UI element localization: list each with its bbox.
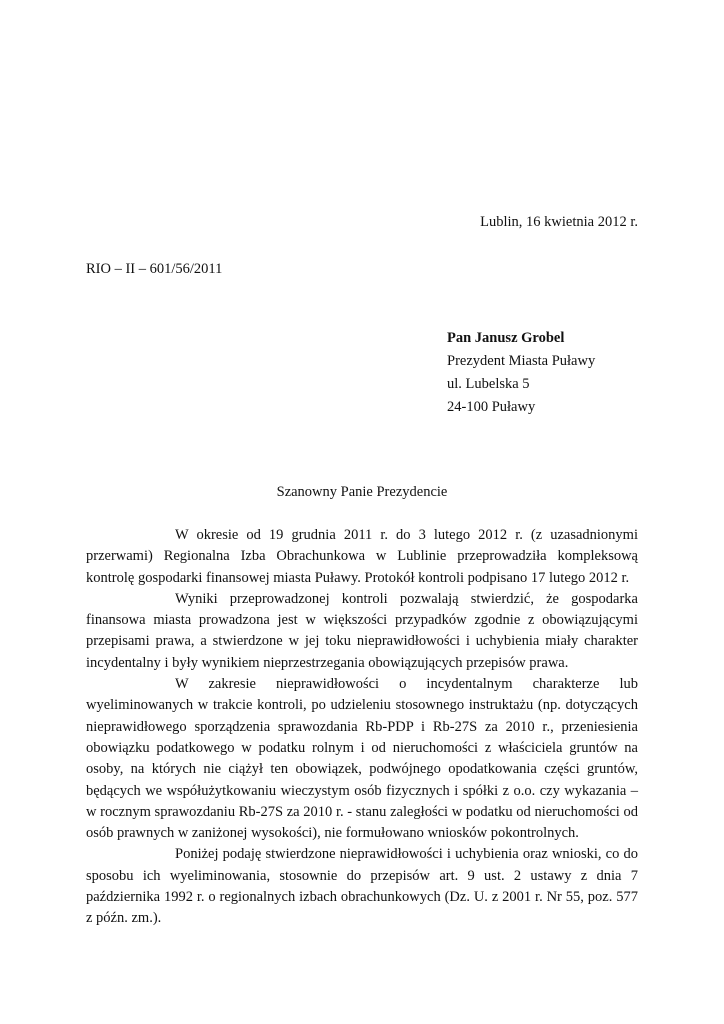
body-paragraph: Wyniki przeprowadzonej kontroli pozwalają stwierdzić, że gospodarka finansowa miasta prowadzona jest w większości przypadków zgodnie z obowiązującymi przepisami prawa, a stwierdzone w jej toku nieprawidłowości i uchybienia miały charakter incydentalny i były wynikiem nieprzestrzegania obowiązujących przepisów prawa. (86, 590, 638, 671)
date-line: Lublin, 16 kwietnia 2012 r. (480, 214, 638, 230)
recipient-title: Prezydent Miasta Puławy (447, 353, 596, 369)
reference-number: RIO – II – 601/56/2011 (86, 261, 223, 277)
recipient-city: 24-100 Puławy (447, 399, 536, 415)
recipient-street: ul. Lubelska 5 (447, 376, 530, 392)
recipient-name: Pan Janusz Grobel (447, 330, 565, 346)
greeting: Szanowny Panie Prezydencie (276, 484, 448, 500)
body-paragraph: Poniżej podaję stwierdzone nieprawidłowości i uchybienia oraz wnioski, co do sposobu ich wyeliminowania, stosownie do przepisów art. 9 ust. 2 ustawy z dnia 7 października 1992 r. o regionalnych izbach obrachunkowych (Dz. U. z 2001 r. Nr 55, poz. 577 z późn. zm.). (86, 846, 638, 927)
body-paragraph: W zakresie nieprawidłowości o incydentalnym charakterze lub wyeliminowanych w trakcie kontroli, po udzieleniu stosownego instruktażu (np. dotyczących nieprawidłowego sporządzenia sprawozdania Rb-PDP i Rb-27S za 2010 r., przeniesienia obowiązku podatkowego w podatku rolnym i od nieruchomości z właściciela gruntów na osoby, na których nie ciążył ten obowiązek, podwójnego opodatkowania części gruntów, będących we współużytkowaniu wieczystym osób fizycznych i spółki z o.o. czy wykazania – w rocznym sprawozdaniu Rb-27S za 2010 r. - stanu zaległości w podatku od nieruchomości od osób prawnych w zaniżonej wysokości), nie formułowano wniosków pokontrolnych. (86, 676, 638, 842)
body-paragraph: W okresie od 19 grudnia 2011 r. do 3 lutego 2012 r. (z uzasadnionymi przerwami) Regionalna Izba Obrachunkowa w Lublinie przeprowadziła kompleksową kontrolę gospodarki finansowej miasta Puławy. Protokół kontroli podpisano 17 lutego 2012 r. (86, 527, 638, 586)
letter-body (86, 525, 638, 930)
recipient-address-block (447, 327, 595, 419)
